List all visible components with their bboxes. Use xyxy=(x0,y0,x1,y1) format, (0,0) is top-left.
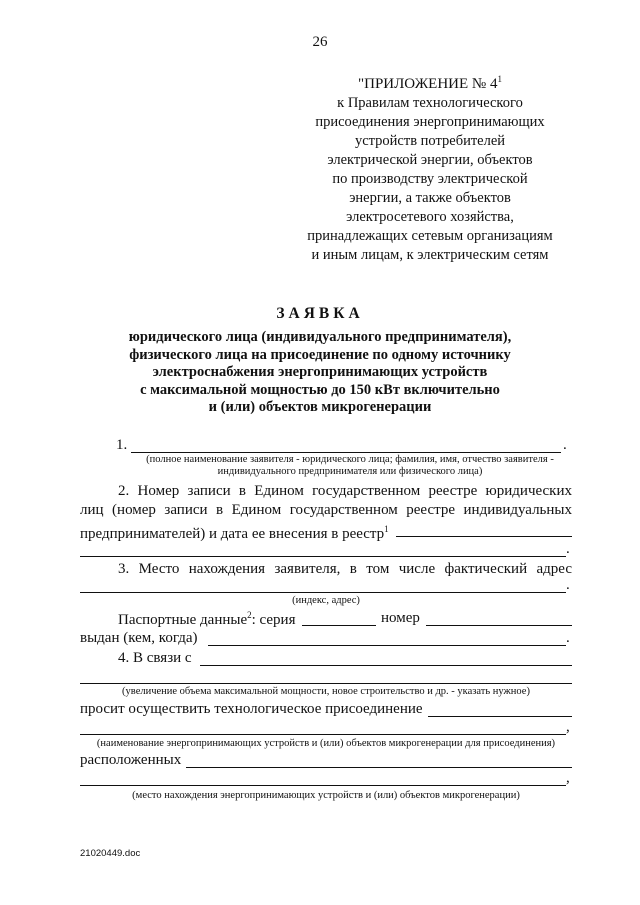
issued-by-field[interactable] xyxy=(208,645,566,646)
subtitle-line: юридического лица (индивидуального предпринимателя), xyxy=(128,329,512,345)
item3-paragraph xyxy=(80,560,572,579)
passport-series-label: : серия xyxy=(251,612,296,628)
item4-label: 4. В связи с xyxy=(118,650,192,666)
location-note: (место нахождения энергопринимающих устройств и (или) объектов микрогенерации) xyxy=(132,790,520,801)
devices-note: (наименование энергопринимающих устройств и (или) объектов микрогенерации для присоединения) xyxy=(96,738,556,749)
item3-text: 3. Место нахождения заявителя, в том числе фактический адрес xyxy=(118,561,572,577)
document-subtitle xyxy=(60,329,580,417)
passport-number-label: номер xyxy=(381,610,420,626)
subtitle-line: физического лица на присоединение по одному источнику xyxy=(129,346,511,363)
devices-field[interactable] xyxy=(428,716,572,717)
item1-label: 1. xyxy=(116,437,128,453)
appendix-heading xyxy=(290,70,570,94)
passport-footnote-mark: 2 xyxy=(247,610,252,620)
appendix-line: присоединения энергопринимающих xyxy=(315,114,545,130)
reason-note: (увеличение объема максимальной мощности, новое строительство и др. - указать нужное) xyxy=(122,686,530,697)
passport-label xyxy=(118,610,295,629)
reason-field-continued[interactable] xyxy=(80,683,572,684)
location-field-continued[interactable] xyxy=(80,785,566,786)
appendix-line: энергии, а также объектов xyxy=(349,190,511,206)
subtitle-line: и (или) объектов микрогенерации xyxy=(208,399,432,415)
item2-period: . xyxy=(566,541,570,557)
registry-number-field-continued[interactable] xyxy=(80,556,566,557)
item2-line xyxy=(80,520,572,544)
address-note: (индекс, адрес) xyxy=(292,595,360,606)
devices-comma: , xyxy=(566,719,570,735)
subtitle-line: электроснабжения энергопринимающих устройств xyxy=(152,364,488,380)
item1-note xyxy=(120,454,580,478)
item2-paragraph xyxy=(80,482,572,544)
item3-period: . xyxy=(566,577,570,593)
located-label: расположенных xyxy=(80,752,182,768)
appendix-line: устройств потребителей xyxy=(354,133,506,149)
appendix-heading-text: "ПРИЛОЖЕНИЕ № 4 xyxy=(357,76,498,92)
item2-line: лиц (номер записи в Едином государственном реестре индивидуальных xyxy=(80,502,572,518)
item1-note-line: индивидуального предпринимателя или физического лица) xyxy=(217,466,483,477)
issued-label: выдан (кем, когда) xyxy=(80,630,198,646)
appendix-line: электросетевого хозяйства, xyxy=(346,209,514,225)
item1-period: . xyxy=(563,437,567,453)
appendix-line: принадлежащих сетевым организациям xyxy=(307,228,553,244)
location-field[interactable] xyxy=(186,767,572,768)
appendix-line: по производству электрической xyxy=(332,171,528,187)
document-title: ЗАЯВКА xyxy=(276,305,364,322)
appendix-footnote-mark: 1 xyxy=(497,74,502,84)
address-field[interactable] xyxy=(80,592,566,593)
applicant-name-field[interactable] xyxy=(131,452,561,453)
location-comma: , xyxy=(566,770,570,786)
issued-period: . xyxy=(566,630,570,646)
item2-footnote-mark: 1 xyxy=(384,524,389,534)
subtitle-line: с максимальной мощностью до 150 кВт включительно xyxy=(140,381,500,398)
passport-series-field[interactable] xyxy=(302,625,376,626)
appendix-line: и иным лицам, к электрическим сетям xyxy=(311,247,549,263)
passport-number-field[interactable] xyxy=(426,625,572,626)
appendix-line: к Правилам технологического xyxy=(337,95,523,111)
passport-label-text: Паспортные данные xyxy=(118,612,248,628)
devices-field-continued[interactable] xyxy=(80,734,566,735)
page-number: 26 xyxy=(312,34,328,50)
item2-line: 2. Номер записи в Едином государственном реестре юридических xyxy=(118,483,572,499)
registry-number-field[interactable] xyxy=(396,536,572,537)
item1-note-line: (полное наименование заявителя - юридического лица; фамилия, имя, отчество заявителя - xyxy=(146,454,554,465)
file-name-footer: 21020449.doc xyxy=(80,848,141,859)
item2-line-text: предпринимателей) и дата ее внесения в реестр xyxy=(80,526,385,542)
request-text: просит осуществить технологическое присоединение xyxy=(80,701,423,717)
appendix-line: электрической энергии, объектов xyxy=(327,152,533,168)
appendix-block xyxy=(290,70,570,265)
reason-field[interactable] xyxy=(200,665,572,666)
